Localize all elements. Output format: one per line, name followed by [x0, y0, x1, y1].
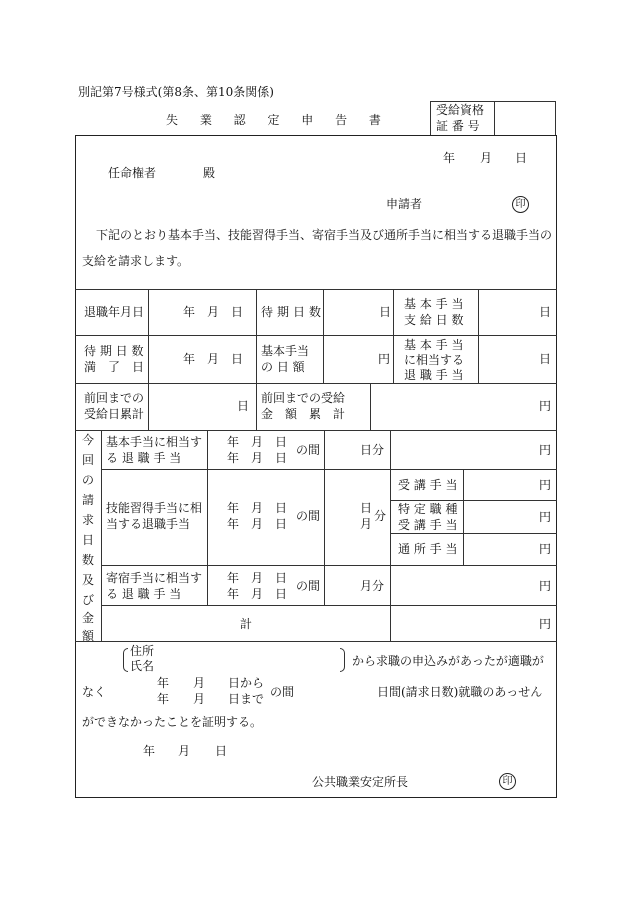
- wait-end-value[interactable]: 年 月 日: [183, 352, 244, 366]
- cert-could-not-text: ができなかったことを証明する。: [82, 715, 263, 729]
- cert-from-year: 年: [157, 676, 170, 690]
- prev-days-label-2: 受給日累計: [84, 407, 145, 421]
- claim-basic-period-from[interactable]: 年 月 日: [227, 435, 288, 449]
- claim-board-yen: 円: [539, 579, 552, 593]
- form-title: 失 業 認 定 申 告 書: [166, 113, 390, 127]
- retire-date-label: 退職年月日: [84, 305, 145, 319]
- date-month: 月: [480, 151, 493, 165]
- dono-label: 殿: [203, 166, 216, 180]
- basic-equiv-label-2: に相当する: [404, 353, 465, 367]
- cert-no-aida: の間: [270, 685, 295, 699]
- cert-address-label: 住所: [130, 644, 155, 658]
- basic-equiv-label-1: 基 本 手 当: [404, 338, 464, 352]
- cert-from-day: 日から: [228, 676, 265, 690]
- special-allowance-label-2: 受 講 手 当: [398, 518, 458, 532]
- claim-skill-period-to[interactable]: 年 月 日: [227, 517, 288, 531]
- address-right-brace-icon: [340, 648, 345, 672]
- cert-applied-text: から求職の申込みがあったが適職が: [352, 654, 544, 668]
- lecture-allowance-label: 受 講 手 当: [398, 478, 458, 492]
- qualification-label-2: 証 番 号: [436, 119, 480, 133]
- prev-amount-unit: 円: [539, 399, 552, 413]
- prev-amount-label-1: 前回までの受給: [261, 391, 346, 405]
- claim-skill-no-aida: の間: [296, 509, 321, 523]
- prev-amount-label-2: 金 額 累 計: [261, 407, 346, 421]
- basic-daily-label-2: の 日 額: [261, 360, 305, 374]
- cert-date-year: 年: [143, 744, 156, 758]
- claim-basic-yen: 円: [539, 443, 552, 457]
- claim-basic-period-to[interactable]: 年 月 日: [227, 451, 288, 465]
- applicant-seal-icon: 印: [512, 196, 529, 213]
- cert-to-month: 月: [193, 692, 206, 706]
- claim-board-period-from[interactable]: 年 月 日: [227, 571, 288, 585]
- claim-skill-tsuki: 月: [360, 517, 373, 531]
- claim-board-month-portion: 月分: [360, 579, 385, 593]
- special-allowance-yen: 円: [539, 510, 552, 524]
- basic-days-unit: 日: [539, 305, 552, 319]
- commute-allowance-label: 通 所 手 当: [398, 542, 458, 556]
- applicant-label: 申請者: [386, 197, 423, 211]
- wait-days-unit: 日: [379, 305, 392, 319]
- addressee-label: 任命権者: [108, 166, 157, 180]
- prev-days-unit: 日: [237, 399, 250, 413]
- claim-basic-label-1: 基本手当に相当す: [106, 435, 203, 449]
- date-day: 日: [515, 151, 528, 165]
- wait-end-label-1: 待 期 日 数: [84, 344, 144, 358]
- cert-naku-text: なく: [82, 685, 107, 699]
- cert-from-month: 月: [193, 676, 206, 690]
- request-text-2: 支給を請求します。: [82, 254, 190, 268]
- wait-days-label: 待期日数: [261, 305, 326, 319]
- qualification-label-1: 受給資格: [436, 103, 485, 117]
- wait-end-label-2: 満 了 日: [84, 360, 145, 374]
- cert-to-year: 年: [157, 692, 170, 706]
- claim-board-period-to[interactable]: 年 月 日: [227, 587, 288, 601]
- request-text-1: 下記のとおり基本手当、技能習得手当、寄宿手当及び通所手当に相当する退職手当の: [96, 228, 553, 242]
- basic-equiv-label-3: 退 職 手 当: [404, 368, 464, 382]
- office-director-label: 公共職業安定所長: [312, 775, 409, 789]
- prev-days-label-1: 前回までの: [84, 391, 145, 405]
- claim-skill-bun: 分: [374, 509, 387, 523]
- special-allowance-label-1: 特 定 職 種: [398, 502, 458, 516]
- date-year: 年: [443, 151, 456, 165]
- retire-date-value[interactable]: 年 月 日: [183, 305, 244, 319]
- claim-skill-hi: 日: [360, 501, 373, 515]
- basic-days-label-1: 基 本 手 当: [404, 297, 464, 311]
- claim-basic-no-aida: の間: [296, 443, 321, 457]
- claim-basic-day-portion: 日分: [360, 443, 385, 457]
- claim-board-label-2: る 退 職 手 当: [106, 587, 182, 601]
- cert-name-label: 氏名: [130, 659, 155, 673]
- total-label: 計: [240, 617, 253, 631]
- cert-to-day: 日まで: [228, 692, 265, 706]
- commute-allowance-yen: 円: [539, 542, 552, 556]
- cert-date-day: 日: [215, 744, 228, 758]
- basic-daily-label-1: 基本手当: [261, 344, 310, 358]
- cert-date-month: 月: [178, 744, 191, 758]
- claim-board-label-1: 寄宿手当に相当す: [106, 571, 203, 585]
- claim-skill-label-2: 当する退職手当: [106, 517, 191, 531]
- form-number: 別記第7号様式(第8条、第10条関係): [78, 85, 274, 99]
- claim-board-no-aida: の間: [296, 579, 321, 593]
- lecture-allowance-yen: 円: [539, 478, 552, 492]
- claim-skill-label-1: 技能習得手当に相: [106, 501, 203, 515]
- office-seal-icon: 印: [499, 773, 516, 790]
- basic-daily-unit: 円: [378, 352, 391, 366]
- claim-basic-label-2: る 退 職 手 当: [106, 451, 182, 465]
- total-yen: 円: [539, 617, 552, 631]
- cert-days-claim-text: 日間(請求日数)就職のあっせん: [377, 685, 543, 699]
- address-left-brace-icon: [123, 648, 128, 672]
- basic-equiv-unit: 日: [539, 352, 552, 366]
- basic-days-label-2: 支 給 日 数: [404, 313, 464, 327]
- claim-skill-period-from[interactable]: 年 月 日: [227, 501, 288, 515]
